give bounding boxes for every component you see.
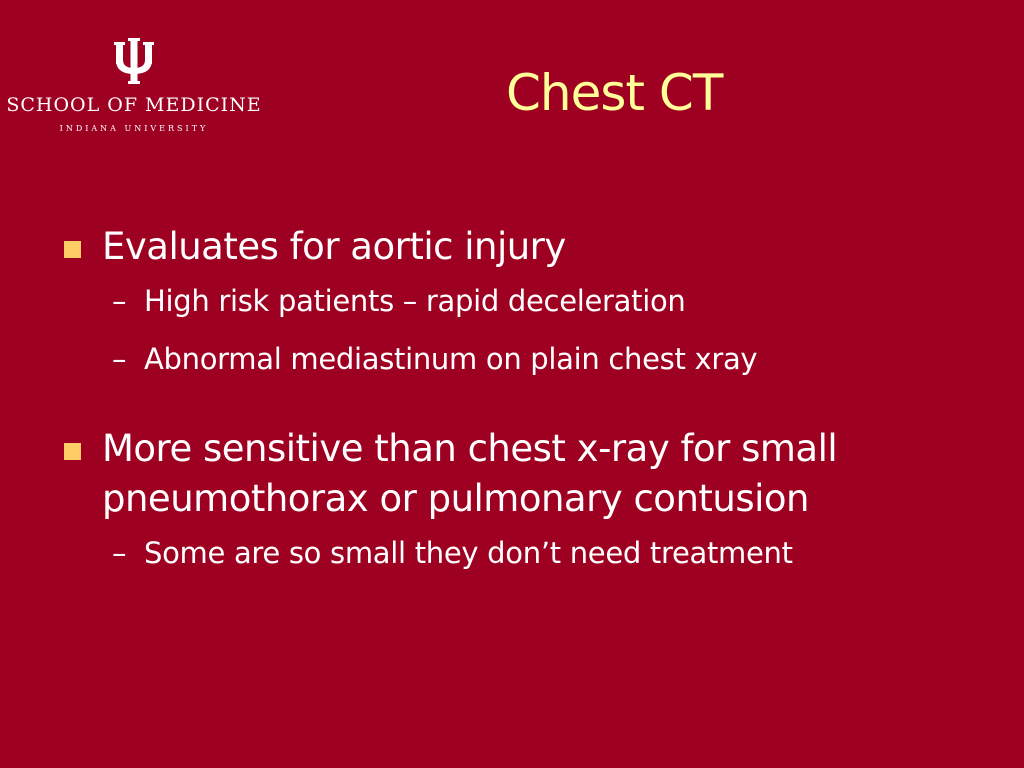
bullet-text: More sensitive than chest x-ray for small pneumothorax or pulmonary contusion: [102, 427, 838, 520]
slide-body: [62, 222, 962, 582]
dash-marker: –: [112, 342, 127, 376]
sub-bullet-item: [62, 272, 962, 330]
square-bullet-icon: [64, 443, 81, 460]
sub-bullet-text: Abnormal mediastinum on plain chest xray: [144, 342, 758, 376]
school-name: SCHOOL OF MEDICINE: [6, 94, 262, 116]
dash-marker: –: [112, 284, 127, 318]
dash-marker: –: [112, 536, 127, 570]
sub-bullet-text: High risk patients – rapid deceleration: [144, 284, 686, 318]
sub-bullet-item: [62, 330, 962, 388]
sub-bullet-item: [62, 524, 962, 582]
school-logo: [0, 38, 268, 133]
spacer: [62, 388, 962, 424]
bullet-item: [62, 222, 962, 272]
slide-title: Chest CT: [506, 64, 723, 122]
university-name: INDIANA UNIVERSITY: [59, 124, 209, 133]
square-bullet-icon: [64, 241, 81, 258]
bullet-text: Evaluates for aortic injury: [102, 225, 566, 268]
sub-bullet-text: Some are so small they don’t need treatment: [144, 536, 793, 570]
iu-trident-icon: [114, 38, 154, 84]
bullet-item: [62, 424, 962, 524]
